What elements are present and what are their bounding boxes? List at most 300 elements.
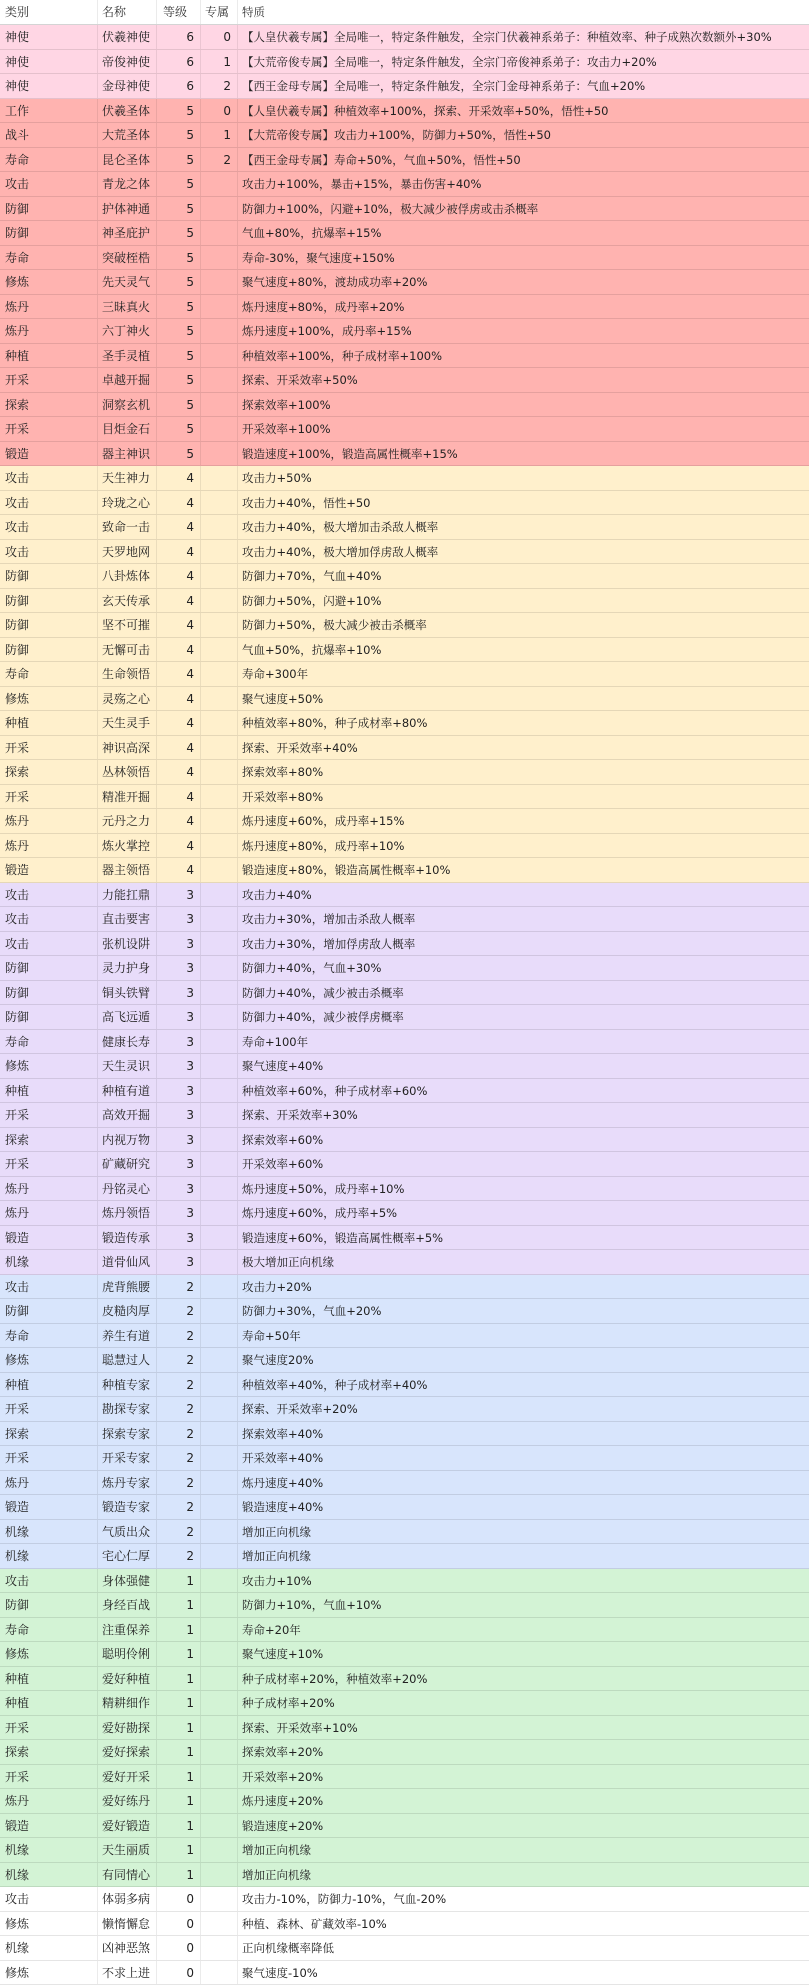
level-cell[interactable]: 5 xyxy=(157,172,201,196)
category-cell[interactable]: 锻造 xyxy=(0,1226,98,1250)
exclusive-cell[interactable]: 0 xyxy=(201,99,238,123)
category-cell[interactable]: 神使 xyxy=(0,50,98,74)
exclusive-cell[interactable] xyxy=(201,1863,238,1887)
table-row[interactable] xyxy=(0,1936,809,1961)
level-cell[interactable]: 5 xyxy=(157,319,201,343)
name-cell[interactable]: 玄天传承 xyxy=(98,589,157,613)
trait-cell[interactable]: 寿命-30%，聚气速度+150% xyxy=(238,246,809,270)
exclusive-cell[interactable] xyxy=(201,1544,238,1568)
exclusive-cell[interactable] xyxy=(201,393,238,417)
trait-cell[interactable]: 开采效率+40% xyxy=(238,1446,809,1470)
trait-cell[interactable]: 防御力+30%，气血+20% xyxy=(238,1299,809,1323)
category-cell[interactable]: 工作 xyxy=(0,99,98,123)
level-cell[interactable]: 3 xyxy=(157,1201,201,1225)
category-cell[interactable]: 防御 xyxy=(0,1299,98,1323)
name-cell[interactable]: 丹铭灵心 xyxy=(98,1177,157,1201)
trait-cell[interactable]: 聚气速度-10% xyxy=(238,1961,809,1985)
trait-cell[interactable]: 攻击力+30%，增加俘虏敌人概率 xyxy=(238,932,809,956)
category-cell[interactable]: 开采 xyxy=(0,1716,98,1740)
category-cell[interactable]: 探索 xyxy=(0,393,98,417)
table-row[interactable] xyxy=(0,1814,809,1839)
name-cell[interactable]: 坚不可摧 xyxy=(98,613,157,637)
table-row[interactable] xyxy=(0,1765,809,1790)
exclusive-cell[interactable] xyxy=(201,1667,238,1691)
category-cell[interactable]: 寿命 xyxy=(0,148,98,172)
trait-cell[interactable]: 防御力+50%，闪避+10% xyxy=(238,589,809,613)
trait-cell[interactable]: 锻造速度+100%，锻造高属性概率+15% xyxy=(238,442,809,466)
table-row[interactable] xyxy=(0,1348,809,1373)
table-row[interactable] xyxy=(0,1201,809,1226)
table-row[interactable] xyxy=(0,785,809,810)
table-row[interactable] xyxy=(0,1422,809,1447)
level-cell[interactable]: 4 xyxy=(157,491,201,515)
table-row[interactable] xyxy=(0,1838,809,1863)
trait-cell[interactable]: 探索、开采效率+50% xyxy=(238,368,809,392)
trait-cell[interactable]: 攻击力-10%，防御力-10%，气血-20% xyxy=(238,1887,809,1911)
exclusive-cell[interactable] xyxy=(201,1030,238,1054)
table-row[interactable] xyxy=(0,1471,809,1496)
name-cell[interactable]: 身经百战 xyxy=(98,1593,157,1617)
level-cell[interactable]: 5 xyxy=(157,99,201,123)
name-cell[interactable]: 神圣庇护 xyxy=(98,221,157,245)
category-cell[interactable]: 锻造 xyxy=(0,1814,98,1838)
name-cell[interactable]: 矿藏研究 xyxy=(98,1152,157,1176)
name-cell[interactable]: 灵力护身 xyxy=(98,956,157,980)
exclusive-cell[interactable] xyxy=(201,785,238,809)
exclusive-cell[interactable] xyxy=(201,466,238,490)
name-cell[interactable]: 天罗地网 xyxy=(98,540,157,564)
name-cell[interactable]: 养生有道 xyxy=(98,1324,157,1348)
table-row[interactable] xyxy=(0,1667,809,1692)
table-row[interactable] xyxy=(0,1177,809,1202)
category-cell[interactable]: 防御 xyxy=(0,956,98,980)
exclusive-cell[interactable] xyxy=(201,540,238,564)
trait-cell[interactable]: 极大增加正向机缘 xyxy=(238,1250,809,1274)
table-row[interactable] xyxy=(0,760,809,785)
name-cell[interactable]: 先天灵气 xyxy=(98,270,157,294)
trait-cell[interactable]: 探索效率+60% xyxy=(238,1128,809,1152)
name-cell[interactable]: 张机设阱 xyxy=(98,932,157,956)
table-row[interactable] xyxy=(0,1299,809,1324)
trait-cell[interactable]: 炼丹速度+60%，成丹率+5% xyxy=(238,1201,809,1225)
category-cell[interactable]: 攻击 xyxy=(0,1569,98,1593)
trait-cell[interactable]: 寿命+20年 xyxy=(238,1618,809,1642)
category-cell[interactable]: 寿命 xyxy=(0,1030,98,1054)
trait-cell[interactable]: 攻击力+40% xyxy=(238,883,809,907)
category-cell[interactable]: 探索 xyxy=(0,1422,98,1446)
exclusive-cell[interactable] xyxy=(201,1275,238,1299)
table-row[interactable] xyxy=(0,1544,809,1569)
name-cell[interactable]: 器主神识 xyxy=(98,442,157,466)
category-cell[interactable]: 防御 xyxy=(0,613,98,637)
table-row[interactable] xyxy=(0,1569,809,1594)
level-cell[interactable]: 4 xyxy=(157,785,201,809)
category-cell[interactable]: 种植 xyxy=(0,1079,98,1103)
level-cell[interactable]: 3 xyxy=(157,1030,201,1054)
trait-cell[interactable]: 气血+80%，抗爆率+15% xyxy=(238,221,809,245)
name-cell[interactable]: 炼火掌控 xyxy=(98,834,157,858)
table-row[interactable] xyxy=(0,99,809,124)
name-cell[interactable]: 不求上进 xyxy=(98,1961,157,1985)
trait-cell[interactable]: 炼丹速度+80%，成丹率+10% xyxy=(238,834,809,858)
exclusive-cell[interactable] xyxy=(201,172,238,196)
category-cell[interactable]: 开采 xyxy=(0,785,98,809)
trait-cell[interactable]: 聚气速度+40% xyxy=(238,1054,809,1078)
level-cell[interactable]: 3 xyxy=(157,1005,201,1029)
name-cell[interactable]: 无懈可击 xyxy=(98,638,157,662)
name-cell[interactable]: 身体强健 xyxy=(98,1569,157,1593)
name-cell[interactable]: 炼丹领悟 xyxy=(98,1201,157,1225)
name-cell[interactable]: 元丹之力 xyxy=(98,809,157,833)
category-cell[interactable]: 炼丹 xyxy=(0,834,98,858)
level-cell[interactable]: 5 xyxy=(157,123,201,147)
table-row[interactable] xyxy=(0,711,809,736)
trait-cell[interactable]: 聚气速度20% xyxy=(238,1348,809,1372)
table-row[interactable] xyxy=(0,1740,809,1765)
category-cell[interactable]: 炼丹 xyxy=(0,1201,98,1225)
table-row[interactable] xyxy=(0,74,809,99)
table-row[interactable] xyxy=(0,197,809,222)
category-cell[interactable]: 探索 xyxy=(0,1128,98,1152)
name-cell[interactable]: 六丁神火 xyxy=(98,319,157,343)
name-cell[interactable]: 丛林领悟 xyxy=(98,760,157,784)
trait-cell[interactable]: 增加正向机缘 xyxy=(238,1838,809,1862)
category-cell[interactable]: 攻击 xyxy=(0,515,98,539)
name-cell[interactable]: 大荒圣体 xyxy=(98,123,157,147)
trait-cell[interactable]: 寿命+50年 xyxy=(238,1324,809,1348)
trait-cell[interactable]: 防御力+10%，气血+10% xyxy=(238,1593,809,1617)
table-row[interactable] xyxy=(0,442,809,467)
name-cell[interactable]: 种植专家 xyxy=(98,1373,157,1397)
trait-cell[interactable]: 【人皇伏羲专属】种植效率+100%，探索、开采效率+50%，悟性+50 xyxy=(238,99,809,123)
name-cell[interactable]: 玲珑之心 xyxy=(98,491,157,515)
exclusive-cell[interactable] xyxy=(201,1789,238,1813)
name-cell[interactable]: 宅心仁厚 xyxy=(98,1544,157,1568)
trait-cell[interactable]: 防御力+70%，气血+40% xyxy=(238,564,809,588)
exclusive-cell[interactable] xyxy=(201,1936,238,1960)
trait-cell[interactable]: 攻击力+100%，暴击+15%，暴击伤害+40% xyxy=(238,172,809,196)
table-row[interactable] xyxy=(0,1324,809,1349)
table-row[interactable] xyxy=(0,1912,809,1937)
trait-cell[interactable]: 气血+50%，抗爆率+10% xyxy=(238,638,809,662)
level-cell[interactable]: 3 xyxy=(157,1177,201,1201)
level-cell[interactable]: 4 xyxy=(157,540,201,564)
trait-cell[interactable]: 增加正向机缘 xyxy=(238,1863,809,1887)
trait-cell[interactable]: 种植效率+40%，种子成材率+40% xyxy=(238,1373,809,1397)
table-row[interactable] xyxy=(0,736,809,761)
table-row[interactable] xyxy=(0,1789,809,1814)
exclusive-cell[interactable]: 2 xyxy=(201,74,238,98)
trait-cell[interactable]: 探索效率+40% xyxy=(238,1422,809,1446)
trait-cell[interactable]: 锻造速度+20% xyxy=(238,1814,809,1838)
category-cell[interactable]: 神使 xyxy=(0,74,98,98)
category-cell[interactable]: 防御 xyxy=(0,197,98,221)
name-cell[interactable]: 天生灵手 xyxy=(98,711,157,735)
level-cell[interactable]: 5 xyxy=(157,344,201,368)
exclusive-cell[interactable] xyxy=(201,368,238,392)
name-cell[interactable]: 目炬金石 xyxy=(98,417,157,441)
exclusive-cell[interactable] xyxy=(201,1618,238,1642)
level-cell[interactable]: 6 xyxy=(157,25,201,49)
exclusive-cell[interactable] xyxy=(201,564,238,588)
exclusive-cell[interactable] xyxy=(201,319,238,343)
exclusive-cell[interactable] xyxy=(201,687,238,711)
name-cell[interactable]: 精耕细作 xyxy=(98,1691,157,1715)
category-cell[interactable]: 攻击 xyxy=(0,540,98,564)
category-cell[interactable]: 锻造 xyxy=(0,1495,98,1519)
table-row[interactable] xyxy=(0,1275,809,1300)
header-category[interactable]: 类别 xyxy=(0,0,98,24)
exclusive-cell[interactable] xyxy=(201,197,238,221)
category-cell[interactable]: 攻击 xyxy=(0,172,98,196)
level-cell[interactable]: 4 xyxy=(157,662,201,686)
table-row[interactable] xyxy=(0,1030,809,1055)
table-row[interactable] xyxy=(0,687,809,712)
exclusive-cell[interactable] xyxy=(201,1079,238,1103)
trait-cell[interactable]: 开采效率+100% xyxy=(238,417,809,441)
trait-cell[interactable]: 攻击力+20% xyxy=(238,1275,809,1299)
trait-cell[interactable]: 【大荒帝俊专属】攻击力+100%，防御力+50%，悟性+50 xyxy=(238,123,809,147)
level-cell[interactable]: 1 xyxy=(157,1789,201,1813)
level-cell[interactable]: 6 xyxy=(157,74,201,98)
exclusive-cell[interactable] xyxy=(201,858,238,882)
exclusive-cell[interactable] xyxy=(201,932,238,956)
level-cell[interactable]: 4 xyxy=(157,564,201,588)
name-cell[interactable]: 注重保养 xyxy=(98,1618,157,1642)
trait-cell[interactable]: 攻击力+40%，极大增加击杀敌人概率 xyxy=(238,515,809,539)
level-cell[interactable]: 4 xyxy=(157,687,201,711)
name-cell[interactable]: 内视万物 xyxy=(98,1128,157,1152)
level-cell[interactable]: 1 xyxy=(157,1618,201,1642)
table-row[interactable] xyxy=(0,466,809,491)
level-cell[interactable]: 1 xyxy=(157,1716,201,1740)
name-cell[interactable]: 金母神使 xyxy=(98,74,157,98)
name-cell[interactable]: 高效开掘 xyxy=(98,1103,157,1127)
table-row[interactable] xyxy=(0,1520,809,1545)
table-row[interactable] xyxy=(0,907,809,932)
trait-cell[interactable]: 锻造速度+60%，锻造高属性概率+5% xyxy=(238,1226,809,1250)
trait-cell[interactable]: 正向机缘概率降低 xyxy=(238,1936,809,1960)
trait-cell[interactable]: 炼丹速度+80%，成丹率+20% xyxy=(238,295,809,319)
level-cell[interactable]: 5 xyxy=(157,417,201,441)
category-cell[interactable]: 开采 xyxy=(0,1103,98,1127)
trait-cell[interactable]: 种植效率+100%，种子成材率+100% xyxy=(238,344,809,368)
exclusive-cell[interactable] xyxy=(201,1177,238,1201)
exclusive-cell[interactable] xyxy=(201,270,238,294)
category-cell[interactable]: 探索 xyxy=(0,760,98,784)
trait-cell[interactable]: 聚气速度+80%，渡劫成功率+20% xyxy=(238,270,809,294)
level-cell[interactable]: 4 xyxy=(157,638,201,662)
exclusive-cell[interactable] xyxy=(201,613,238,637)
category-cell[interactable]: 开采 xyxy=(0,368,98,392)
exclusive-cell[interactable] xyxy=(201,1446,238,1470)
category-cell[interactable]: 防御 xyxy=(0,221,98,245)
exclusive-cell[interactable] xyxy=(201,956,238,980)
exclusive-cell[interactable] xyxy=(201,1348,238,1372)
table-row[interactable] xyxy=(0,368,809,393)
name-cell[interactable]: 爱好勘探 xyxy=(98,1716,157,1740)
exclusive-cell[interactable]: 2 xyxy=(201,148,238,172)
trait-cell[interactable]: 【大荒帝俊专属】全局唯一，特定条件触发，全宗门帝俊神系弟子：攻击力+20% xyxy=(238,50,809,74)
name-cell[interactable]: 昆仑圣体 xyxy=(98,148,157,172)
table-row[interactable] xyxy=(0,1054,809,1079)
level-cell[interactable]: 2 xyxy=(157,1495,201,1519)
level-cell[interactable]: 1 xyxy=(157,1765,201,1789)
category-cell[interactable]: 攻击 xyxy=(0,491,98,515)
level-cell[interactable]: 3 xyxy=(157,1226,201,1250)
trait-cell[interactable]: 寿命+100年 xyxy=(238,1030,809,1054)
level-cell[interactable]: 3 xyxy=(157,981,201,1005)
table-row[interactable] xyxy=(0,1691,809,1716)
name-cell[interactable]: 青龙之体 xyxy=(98,172,157,196)
table-row[interactable] xyxy=(0,1128,809,1153)
level-cell[interactable]: 2 xyxy=(157,1275,201,1299)
level-cell[interactable]: 4 xyxy=(157,858,201,882)
table-row[interactable] xyxy=(0,270,809,295)
name-cell[interactable]: 爱好锻造 xyxy=(98,1814,157,1838)
category-cell[interactable]: 寿命 xyxy=(0,1324,98,1348)
category-cell[interactable]: 炼丹 xyxy=(0,319,98,343)
trait-cell[interactable]: 炼丹速度+40% xyxy=(238,1471,809,1495)
name-cell[interactable]: 有同情心 xyxy=(98,1863,157,1887)
name-cell[interactable]: 神识高深 xyxy=(98,736,157,760)
trait-cell[interactable]: 增加正向机缘 xyxy=(238,1544,809,1568)
category-cell[interactable]: 修炼 xyxy=(0,687,98,711)
name-cell[interactable]: 聪明伶俐 xyxy=(98,1642,157,1666)
name-cell[interactable]: 勘探专家 xyxy=(98,1397,157,1421)
table-row[interactable] xyxy=(0,540,809,565)
level-cell[interactable]: 1 xyxy=(157,1593,201,1617)
table-row[interactable] xyxy=(0,1961,809,1985)
name-cell[interactable]: 健康长寿 xyxy=(98,1030,157,1054)
exclusive-cell[interactable] xyxy=(201,1152,238,1176)
category-cell[interactable]: 战斗 xyxy=(0,123,98,147)
level-cell[interactable]: 6 xyxy=(157,50,201,74)
level-cell[interactable]: 2 xyxy=(157,1348,201,1372)
table-row[interactable] xyxy=(0,613,809,638)
level-cell[interactable]: 2 xyxy=(157,1397,201,1421)
category-cell[interactable]: 防御 xyxy=(0,981,98,1005)
level-cell[interactable]: 2 xyxy=(157,1520,201,1544)
level-cell[interactable]: 1 xyxy=(157,1740,201,1764)
level-cell[interactable]: 3 xyxy=(157,932,201,956)
category-cell[interactable]: 开采 xyxy=(0,1397,98,1421)
category-cell[interactable]: 炼丹 xyxy=(0,1177,98,1201)
category-cell[interactable]: 修炼 xyxy=(0,1348,98,1372)
category-cell[interactable]: 种植 xyxy=(0,711,98,735)
exclusive-cell[interactable] xyxy=(201,1054,238,1078)
exclusive-cell[interactable] xyxy=(201,1226,238,1250)
level-cell[interactable]: 2 xyxy=(157,1471,201,1495)
name-cell[interactable]: 伏羲神使 xyxy=(98,25,157,49)
category-cell[interactable]: 机缘 xyxy=(0,1250,98,1274)
table-row[interactable] xyxy=(0,1863,809,1888)
exclusive-cell[interactable] xyxy=(201,1422,238,1446)
level-cell[interactable]: 4 xyxy=(157,760,201,784)
category-cell[interactable]: 开采 xyxy=(0,417,98,441)
name-cell[interactable]: 洞察玄机 xyxy=(98,393,157,417)
category-cell[interactable]: 种植 xyxy=(0,1667,98,1691)
level-cell[interactable]: 2 xyxy=(157,1422,201,1446)
table-row[interactable] xyxy=(0,25,809,50)
exclusive-cell[interactable] xyxy=(201,1201,238,1225)
category-cell[interactable]: 开采 xyxy=(0,1765,98,1789)
name-cell[interactable]: 天生灵识 xyxy=(98,1054,157,1078)
exclusive-cell[interactable] xyxy=(201,662,238,686)
category-cell[interactable]: 开采 xyxy=(0,1152,98,1176)
exclusive-cell[interactable] xyxy=(201,344,238,368)
level-cell[interactable]: 1 xyxy=(157,1569,201,1593)
name-cell[interactable]: 伏羲圣体 xyxy=(98,99,157,123)
name-cell[interactable]: 虎背熊腰 xyxy=(98,1275,157,1299)
exclusive-cell[interactable] xyxy=(201,1495,238,1519)
table-row[interactable] xyxy=(0,981,809,1006)
trait-cell[interactable]: 防御力+40%，气血+30% xyxy=(238,956,809,980)
trait-cell[interactable]: 探索效率+20% xyxy=(238,1740,809,1764)
name-cell[interactable]: 生命领悟 xyxy=(98,662,157,686)
table-row[interactable] xyxy=(0,417,809,442)
category-cell[interactable]: 开采 xyxy=(0,736,98,760)
name-cell[interactable]: 高飞远遁 xyxy=(98,1005,157,1029)
name-cell[interactable]: 懒惰懈怠 xyxy=(98,1912,157,1936)
exclusive-cell[interactable] xyxy=(201,834,238,858)
trait-cell[interactable]: 锻造速度+80%，锻造高属性概率+10% xyxy=(238,858,809,882)
table-row[interactable] xyxy=(0,295,809,320)
exclusive-cell[interactable] xyxy=(201,883,238,907)
trait-cell[interactable]: 探索效率+80% xyxy=(238,760,809,784)
exclusive-cell[interactable] xyxy=(201,1691,238,1715)
exclusive-cell[interactable] xyxy=(201,1740,238,1764)
trait-cell[interactable]: 攻击力+40%，极大增加俘虏敌人概率 xyxy=(238,540,809,564)
exclusive-cell[interactable] xyxy=(201,711,238,735)
exclusive-cell[interactable] xyxy=(201,1961,238,1985)
name-cell[interactable]: 灵殇之心 xyxy=(98,687,157,711)
level-cell[interactable]: 3 xyxy=(157,956,201,980)
exclusive-cell[interactable] xyxy=(201,417,238,441)
level-cell[interactable]: 1 xyxy=(157,1667,201,1691)
table-row[interactable] xyxy=(0,319,809,344)
category-cell[interactable]: 寿命 xyxy=(0,1618,98,1642)
trait-cell[interactable]: 探索、开采效率+20% xyxy=(238,1397,809,1421)
exclusive-cell[interactable] xyxy=(201,809,238,833)
exclusive-cell[interactable] xyxy=(201,1593,238,1617)
category-cell[interactable]: 攻击 xyxy=(0,1275,98,1299)
name-cell[interactable]: 炼丹专家 xyxy=(98,1471,157,1495)
category-cell[interactable]: 防御 xyxy=(0,638,98,662)
category-cell[interactable]: 修炼 xyxy=(0,1642,98,1666)
table-row[interactable] xyxy=(0,123,809,148)
name-cell[interactable]: 爱好开采 xyxy=(98,1765,157,1789)
exclusive-cell[interactable]: 0 xyxy=(201,25,238,49)
level-cell[interactable]: 3 xyxy=(157,1128,201,1152)
exclusive-cell[interactable] xyxy=(201,1912,238,1936)
table-row[interactable] xyxy=(0,148,809,173)
exclusive-cell[interactable] xyxy=(201,442,238,466)
category-cell[interactable]: 种植 xyxy=(0,344,98,368)
exclusive-cell[interactable] xyxy=(201,1765,238,1789)
table-row[interactable] xyxy=(0,221,809,246)
name-cell[interactable]: 聪慧过人 xyxy=(98,1348,157,1372)
level-cell[interactable]: 5 xyxy=(157,442,201,466)
trait-cell[interactable]: 【西王金母专属】全局唯一，特定条件触发，全宗门金母神系弟子：气血+20% xyxy=(238,74,809,98)
name-cell[interactable]: 直击要害 xyxy=(98,907,157,931)
category-cell[interactable]: 种植 xyxy=(0,1691,98,1715)
name-cell[interactable]: 器主领悟 xyxy=(98,858,157,882)
level-cell[interactable]: 3 xyxy=(157,1250,201,1274)
level-cell[interactable]: 1 xyxy=(157,1642,201,1666)
category-cell[interactable]: 机缘 xyxy=(0,1863,98,1887)
category-cell[interactable]: 寿命 xyxy=(0,662,98,686)
